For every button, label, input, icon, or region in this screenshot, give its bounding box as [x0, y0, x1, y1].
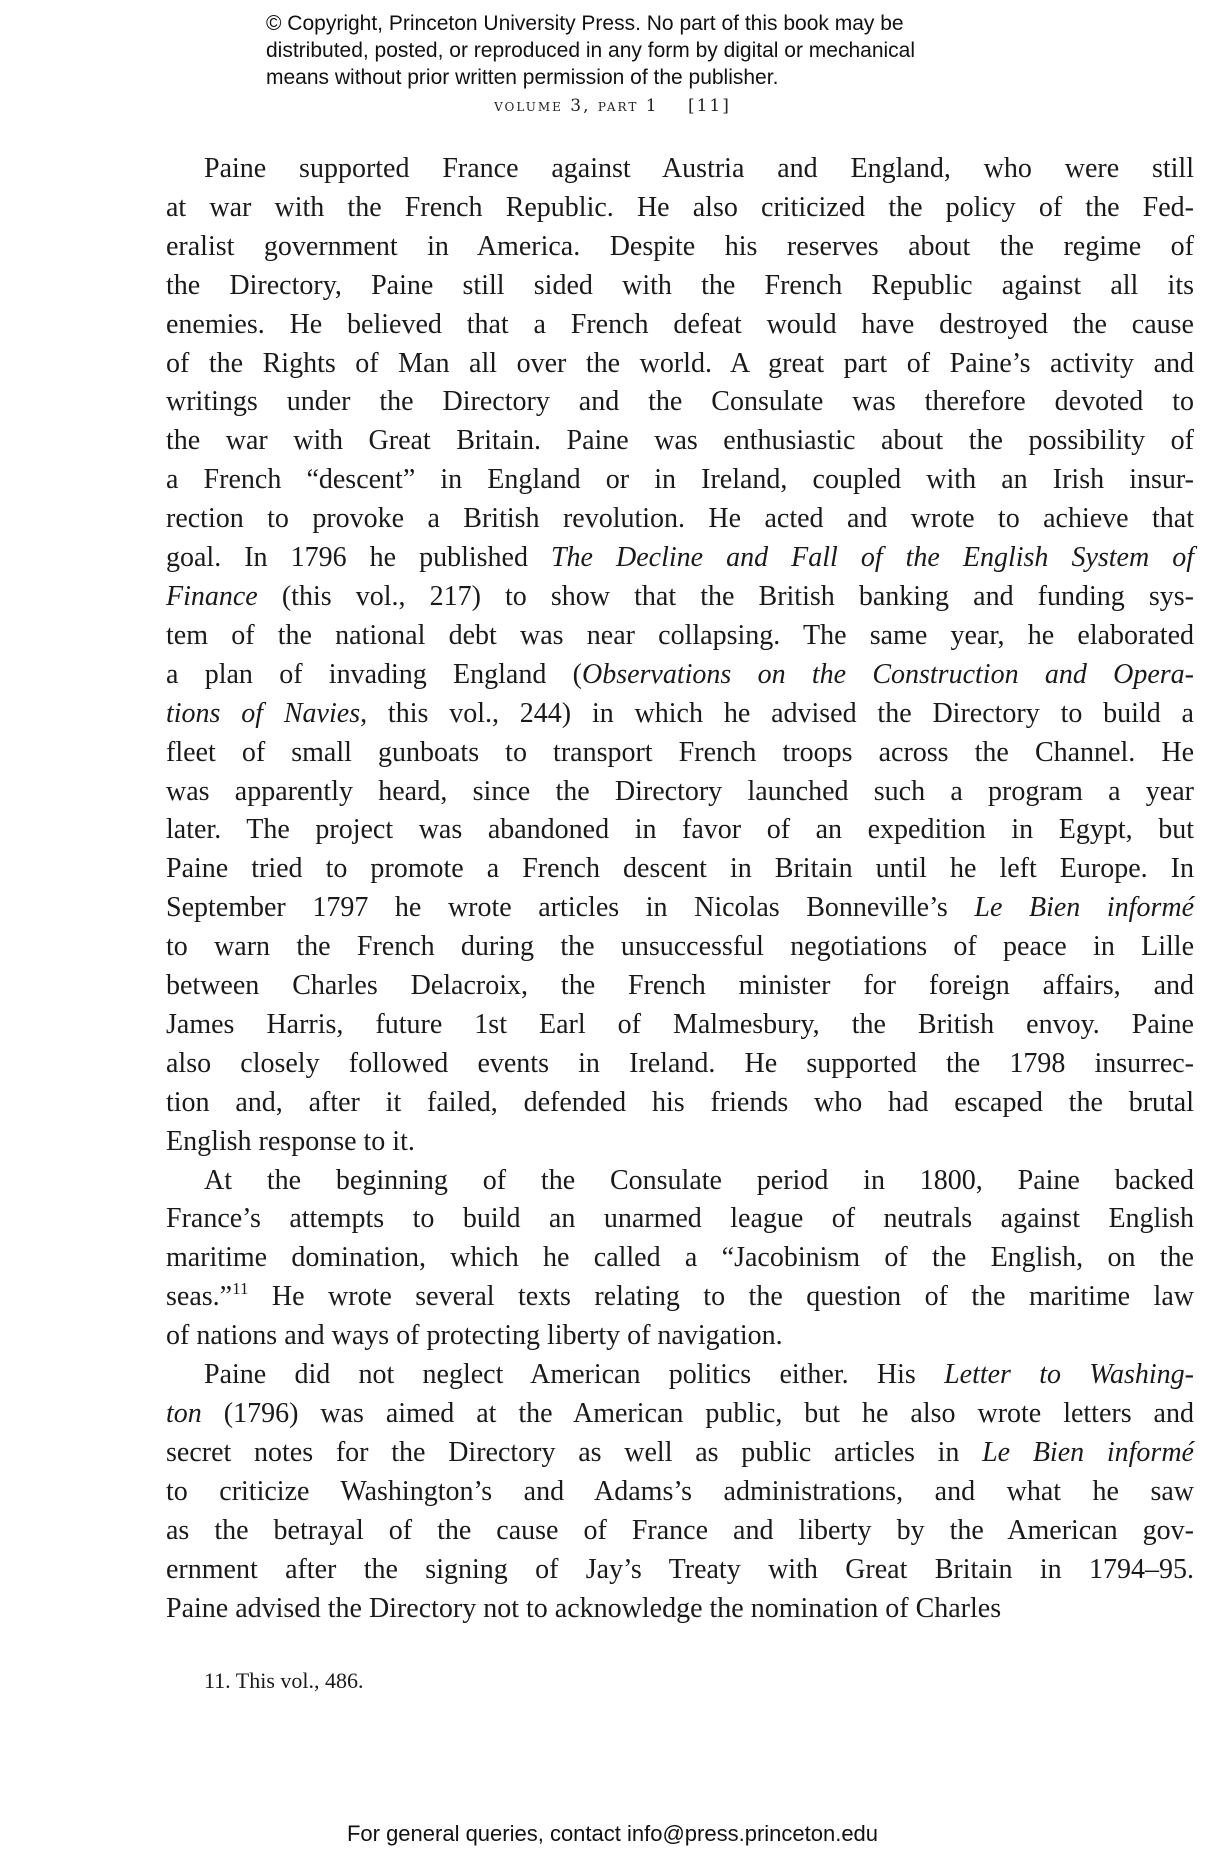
text-run: James Harris, future 1st Earl of Malmesbury, the British envoy. Paine: [166, 1008, 1194, 1040]
copyright-line: © Copyright, Princeton University Press. No part of this book may be: [266, 12, 904, 35]
text-line: [166, 1123, 1194, 1162]
text-line: [166, 811, 1194, 850]
text-line: [166, 850, 1194, 889]
text-line: [166, 500, 1194, 539]
text-line: [166, 267, 1194, 306]
text-run: later. The project was abandoned in favor of an expedition in Egypt, but: [166, 814, 1194, 846]
text-line: [166, 578, 1194, 617]
text-run: tion and, after it failed, defended his friends who had escaped the brutal: [166, 1086, 1194, 1118]
text-line: [166, 306, 1194, 345]
text-run: a plan of invading England (: [166, 658, 582, 690]
page-number: [11]: [687, 96, 731, 116]
text-line: [166, 1278, 1194, 1317]
text-line: [166, 1006, 1194, 1045]
italic-title: Observations on the Construction and Opera-: [581, 658, 1194, 690]
text-run: (1796) was aimed at the American public, but he also wrote letters and: [201, 1398, 1194, 1429]
footnote-ref: 11: [232, 1279, 249, 1299]
text-run: rection to provoke a British revolution. He acted and wrote to achieve that: [166, 503, 1194, 535]
paragraph: [166, 1162, 1194, 1357]
footnote: 11. This vol., 486.: [204, 1668, 364, 1693]
text-line: [166, 1084, 1194, 1123]
text-line: [166, 345, 1194, 384]
text-line: [166, 695, 1194, 734]
text-run: also closely followed events in Ireland. He supported the 1798 insurrec-: [166, 1047, 1194, 1079]
text-line: [166, 1045, 1194, 1084]
text-run: tem of the national debt was near collapsing. The same year, he elaborated: [166, 619, 1194, 651]
italic-title: ton: [166, 1398, 202, 1429]
copyright-notice: [266, 10, 1026, 91]
text-line: [166, 150, 1194, 189]
paragraph: [166, 150, 1194, 1162]
text-run: Paine tried to promote a French descent in Britain until he left Europe. In: [166, 853, 1194, 885]
text-line: [166, 773, 1194, 812]
text-run: , this vol., 244) in which he advised the Directory to build a: [360, 697, 1194, 729]
running-head: [0, 96, 1225, 116]
paragraph: [166, 1356, 1194, 1628]
text-run: the Directory, Paine still sided with the French Republic against all its: [166, 269, 1194, 301]
text-line: [166, 1162, 1194, 1201]
text-run: as the betrayal of the cause of France and liberty by the American gov-: [166, 1514, 1194, 1546]
text-run: to criticize Washington’s and Adams’s administrations, and what he saw: [166, 1475, 1194, 1507]
text-line: [166, 1200, 1194, 1239]
text-line: [166, 422, 1194, 461]
italic-title: The Decline and Fall of the English System of: [550, 542, 1194, 574]
text-line: [166, 656, 1194, 695]
text-line: [166, 1590, 1194, 1629]
text-run: goal. In 1796 he published: [166, 542, 551, 574]
text-line: [166, 734, 1194, 773]
text-run: Paine did not neglect American politics either. His: [204, 1359, 945, 1391]
text-line: [166, 1356, 1194, 1395]
text-line: [166, 383, 1194, 422]
contact-footer: For general queries, contact info@press.princeton.edu: [346, 1821, 879, 1846]
text-line: [166, 928, 1194, 967]
italic-title: Letter to Washing-: [944, 1359, 1194, 1391]
text-run: (this vol., 217) to show that the British banking and funding sys-: [257, 580, 1194, 612]
text-line: [166, 539, 1194, 578]
running-head-title: volume 3, part 1: [494, 96, 659, 116]
text-line: [166, 1239, 1194, 1278]
italic-title: tions of Navies: [166, 697, 361, 729]
text-line: [166, 1512, 1194, 1551]
text-line: [166, 1473, 1194, 1512]
text-line: [166, 967, 1194, 1006]
text-run: France’s attempts to build an unarmed league of neutrals against English: [166, 1203, 1194, 1235]
text-run: Paine advised the Directory not to acknowledge the nomination of Charles: [166, 1592, 1002, 1624]
text-line: [166, 1395, 1194, 1434]
text-run: He wrote several texts relating to the question of the maritime law: [248, 1281, 1194, 1313]
text-run: at war with the French Republic. He also criticized the policy of the Fed-: [166, 191, 1194, 223]
text-line: [166, 189, 1194, 228]
text-run: to warn the French during the unsuccessful negotiations of peace in Lille: [166, 931, 1194, 963]
text-run: English response to it.: [166, 1125, 415, 1157]
text-line: [166, 1551, 1194, 1590]
text-run: ernment after the signing of Jay’s Treaty with Great Britain in 1794–95.: [166, 1553, 1194, 1585]
italic-title: Finance: [166, 580, 258, 612]
text-line: [166, 617, 1194, 656]
text-run: Paine supported France against Austria and England, who were still: [204, 153, 1194, 184]
text-run: fleet of small gunboats to transport French troops across the Channel. He: [166, 736, 1194, 768]
copyright-line: distributed, posted, or reproduced in any form by digital or mechanical: [266, 39, 916, 62]
text-run: maritime domination, which he called a “Jacobinism of the English, on the: [166, 1242, 1194, 1274]
text-run: enemies. He believed that a French defeat would have destroyed the cause: [166, 308, 1194, 340]
text-run: of nations and ways of protecting liberty of navigation.: [166, 1320, 783, 1352]
text-run: the war with Great Britain. Paine was enthusiastic about the possibility of: [166, 425, 1194, 457]
italic-title: Le Bien informé: [982, 1436, 1194, 1468]
text-run: At the beginning of the Consulate period in 1800, Paine backed: [204, 1164, 1194, 1196]
text-run: of the Rights of Man all over the world. A great part of Paine’s activity and: [166, 347, 1194, 379]
text-run: seas.”: [166, 1281, 233, 1313]
text-line: [166, 228, 1194, 267]
text-line: [166, 461, 1194, 500]
text-line: [166, 889, 1194, 928]
text-run: secret notes for the Directory as well as public articles in: [166, 1436, 983, 1468]
copyright-line: means without prior written permission of the publisher.: [266, 66, 779, 89]
text-run: was apparently heard, since the Directory launched such a program a year: [166, 775, 1194, 807]
text-line: [166, 1434, 1194, 1473]
text-run: between Charles Delacroix, the French minister for foreign affairs, and: [166, 970, 1194, 1002]
italic-title: Le Bien informé: [974, 892, 1194, 924]
text-run: September 1797 he wrote articles in Nicolas Bonneville’s: [166, 892, 975, 924]
text-run: a French “descent” in England or in Ireland, coupled with an Irish insur-: [166, 464, 1194, 496]
text-run: writings under the Directory and the Consulate was therefore devoted to: [166, 386, 1194, 418]
body-text: [166, 150, 1194, 1628]
text-line: [166, 1317, 1194, 1356]
text-run: eralist government in America. Despite his reserves about the regime of: [166, 230, 1194, 262]
